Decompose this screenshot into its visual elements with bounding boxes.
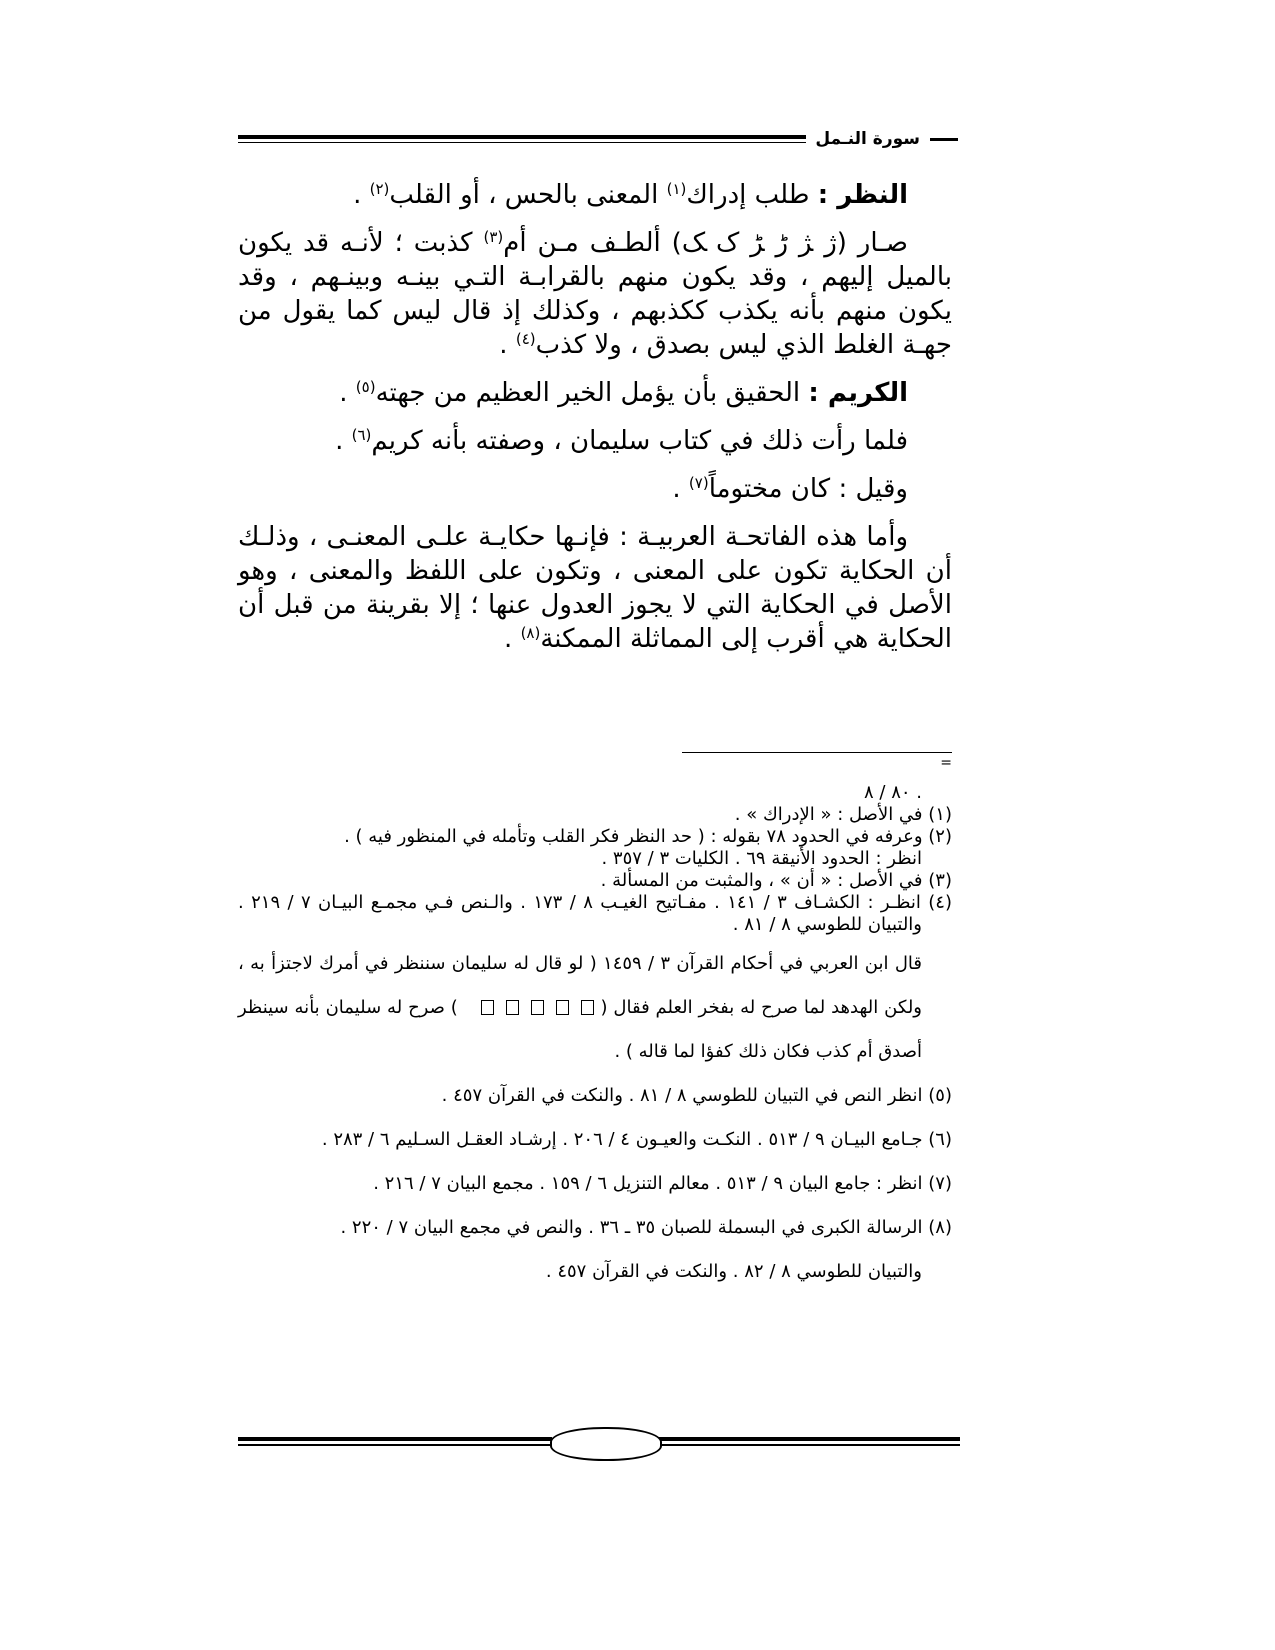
footnote-3: (٣) في الأصل : « أن » ، والمثبت من المسألة . xyxy=(600,870,952,891)
text: قال ابن العربي في أحكام القرآن ٣ / ١٤٥٩ ( لو قال له سليمان سننظر في أمرك لاجتزأ به ، ولكن الهدهد لما صرح له بفخر العلم فقال ( xyxy=(238,953,923,1018)
page-number-oval xyxy=(550,1427,662,1461)
footnote-2: (٢) وعرفه في الحدود ٧٨ بقوله : ( حد النظر فكر القلب وتأمله في المنظور فيه ) . xyxy=(344,826,952,847)
footnote-continued: . ٨٠ / ٨ xyxy=(864,782,922,803)
footnote-1: (١) في الأصل : « الإدراك » . xyxy=(734,804,952,825)
text: المعنى بالحس ، أو القلب xyxy=(389,180,667,210)
paragraph-karim xyxy=(238,376,952,410)
continuation-mark: = xyxy=(940,755,952,771)
footer-rule-left-thin xyxy=(238,1444,552,1446)
main-text xyxy=(238,178,952,656)
quran-glyphs: ﮊ ﮋ ﮌ ﮍ ﮎ ﮏ xyxy=(681,228,837,258)
header-rule-thin xyxy=(238,142,806,143)
page-footer xyxy=(238,1425,960,1465)
footnote-ref-6[interactable]: (٦) xyxy=(351,426,372,444)
footnote-ref-8[interactable]: (٨) xyxy=(520,624,541,642)
term-karim: الكريم : xyxy=(808,378,908,408)
text: وأما هذه الفاتحـة العربيـة : فإنـها حكايـة علـى المعنـى ، وذلـك أن الحكاية تكون على المعنى ، وتكون على اللفظ والمعنى ، وهو الأصل في الحكاية التي لا يجوز العدول عنها ؛ إلا بقرينة من قبل أن الحكاية هي أقرب إلى المماثلة الممكنة xyxy=(238,522,952,654)
text: ) ألطـف مـن أم xyxy=(503,228,682,258)
text: ) صرح له سليمان بأنه سينظر أصدق أم كذب فكان ذلك كفؤا لما قاله ) . xyxy=(238,997,922,1062)
text: فلما رأت ذلك في كتاب سليمان ، وصفته بأنه كريم xyxy=(371,426,908,456)
footnote-ref-4[interactable]: (٤) xyxy=(515,330,536,348)
footnote-6: (٦) جـامع البيـان ٩ / ٥١٣ . النكـت والعيـون ٤ / ٢٠٦ . إرشـاد العقـل السـليم ٦ / ٢٨٣ . xyxy=(321,1129,952,1150)
text: طلب إدراك xyxy=(686,180,818,210)
paragraph-falamma xyxy=(238,424,952,458)
header-rule xyxy=(238,135,806,139)
footnote-ref-5[interactable]: (٥) xyxy=(355,378,376,396)
footnotes xyxy=(238,782,952,1294)
text: كذبت ؛ لأنـه قد يكون بالميل إليهم ، وقد يكون منهم بالقرابـة التـي بينـه وبينـهم ، وقد يكون منهم بأنه يكذب ككذبهم ، وكذلك إذ قال ليس كما يقول من جهـة الغلط الذي ليس بصدق ، ولا كذب xyxy=(238,228,952,360)
footnote-5: (٥) انظر النص في التبيان للطوسي ٨ / ٨١ . والنكت في القرآن ٤٥٧ . xyxy=(441,1085,952,1106)
paragraph-qila xyxy=(238,472,952,506)
footnote-ref-7[interactable]: (٧) xyxy=(688,474,709,492)
footnote-separator xyxy=(682,752,952,753)
missing-glyph-box xyxy=(481,1000,494,1015)
text: وقيل : كان مختوماً xyxy=(708,474,908,504)
text: . xyxy=(672,474,689,504)
text: الحقيق بأن يؤمل الخير العظيم من جهته xyxy=(375,378,809,408)
footnote-ref-1[interactable]: (١) xyxy=(666,180,687,198)
missing-glyph-box xyxy=(556,1000,569,1015)
text: . xyxy=(335,426,352,456)
footnote-ref-2[interactable]: (٢) xyxy=(369,180,390,198)
footnote-8: (٨) الرسالة الكبرى في البسملة للصبان ٣٥ ـ ٣٦ . والنص في مجمع البيان ٧ / ٢٢٠ . xyxy=(340,1217,952,1238)
footnote-4: (٤) انظـر : الكشـاف ٣ / ١٤١ . مفـاتيح الغيـب ٨ / ١٧٣ . والـنص فـي مجمـع البيـان ٧ / ٢١٩ . والتبيان للطوسي ٨ / ٨١ . xyxy=(238,892,952,935)
missing-glyph-box xyxy=(531,1000,544,1015)
footnote-7: (٧) انظر : جامع البيان ٩ / ٥١٣ . معالم التنزيل ٦ / ١٥٩ . مجمع البيان ٧ / ٢١٦ . xyxy=(373,1173,952,1194)
footnote-2-continued: انظر : الحدود الأنيقة ٦٩ . الكليات ٣ / ٣٥٧ . xyxy=(601,848,922,869)
paragraph-sara xyxy=(238,226,952,362)
footnote-4-quote xyxy=(238,942,952,1074)
footnote-8-continued: والتبيان للطوسي ٨ / ٨٢ . والنكت في القرآن ٤٥٧ . xyxy=(545,1261,922,1282)
missing-glyph-box xyxy=(506,1000,519,1015)
missing-glyph-box xyxy=(581,1000,594,1015)
footer-rule-left xyxy=(238,1437,552,1441)
text: . xyxy=(339,378,356,408)
text: صـار ( xyxy=(836,228,908,258)
footer-rule-right xyxy=(658,1437,960,1441)
surah-title: سورة النـمل xyxy=(815,129,920,149)
paragraph-fatiha xyxy=(238,520,952,656)
page-header xyxy=(238,128,958,158)
footer-rule-right-thin xyxy=(658,1444,960,1446)
footnote-ref-3[interactable]: (٣) xyxy=(483,228,504,246)
text: . xyxy=(499,330,516,360)
text: . xyxy=(504,624,521,654)
text: . xyxy=(353,180,370,210)
header-rule-short xyxy=(930,138,958,141)
term-nazar: النظر : xyxy=(817,180,908,210)
paragraph-nazar xyxy=(238,178,952,212)
